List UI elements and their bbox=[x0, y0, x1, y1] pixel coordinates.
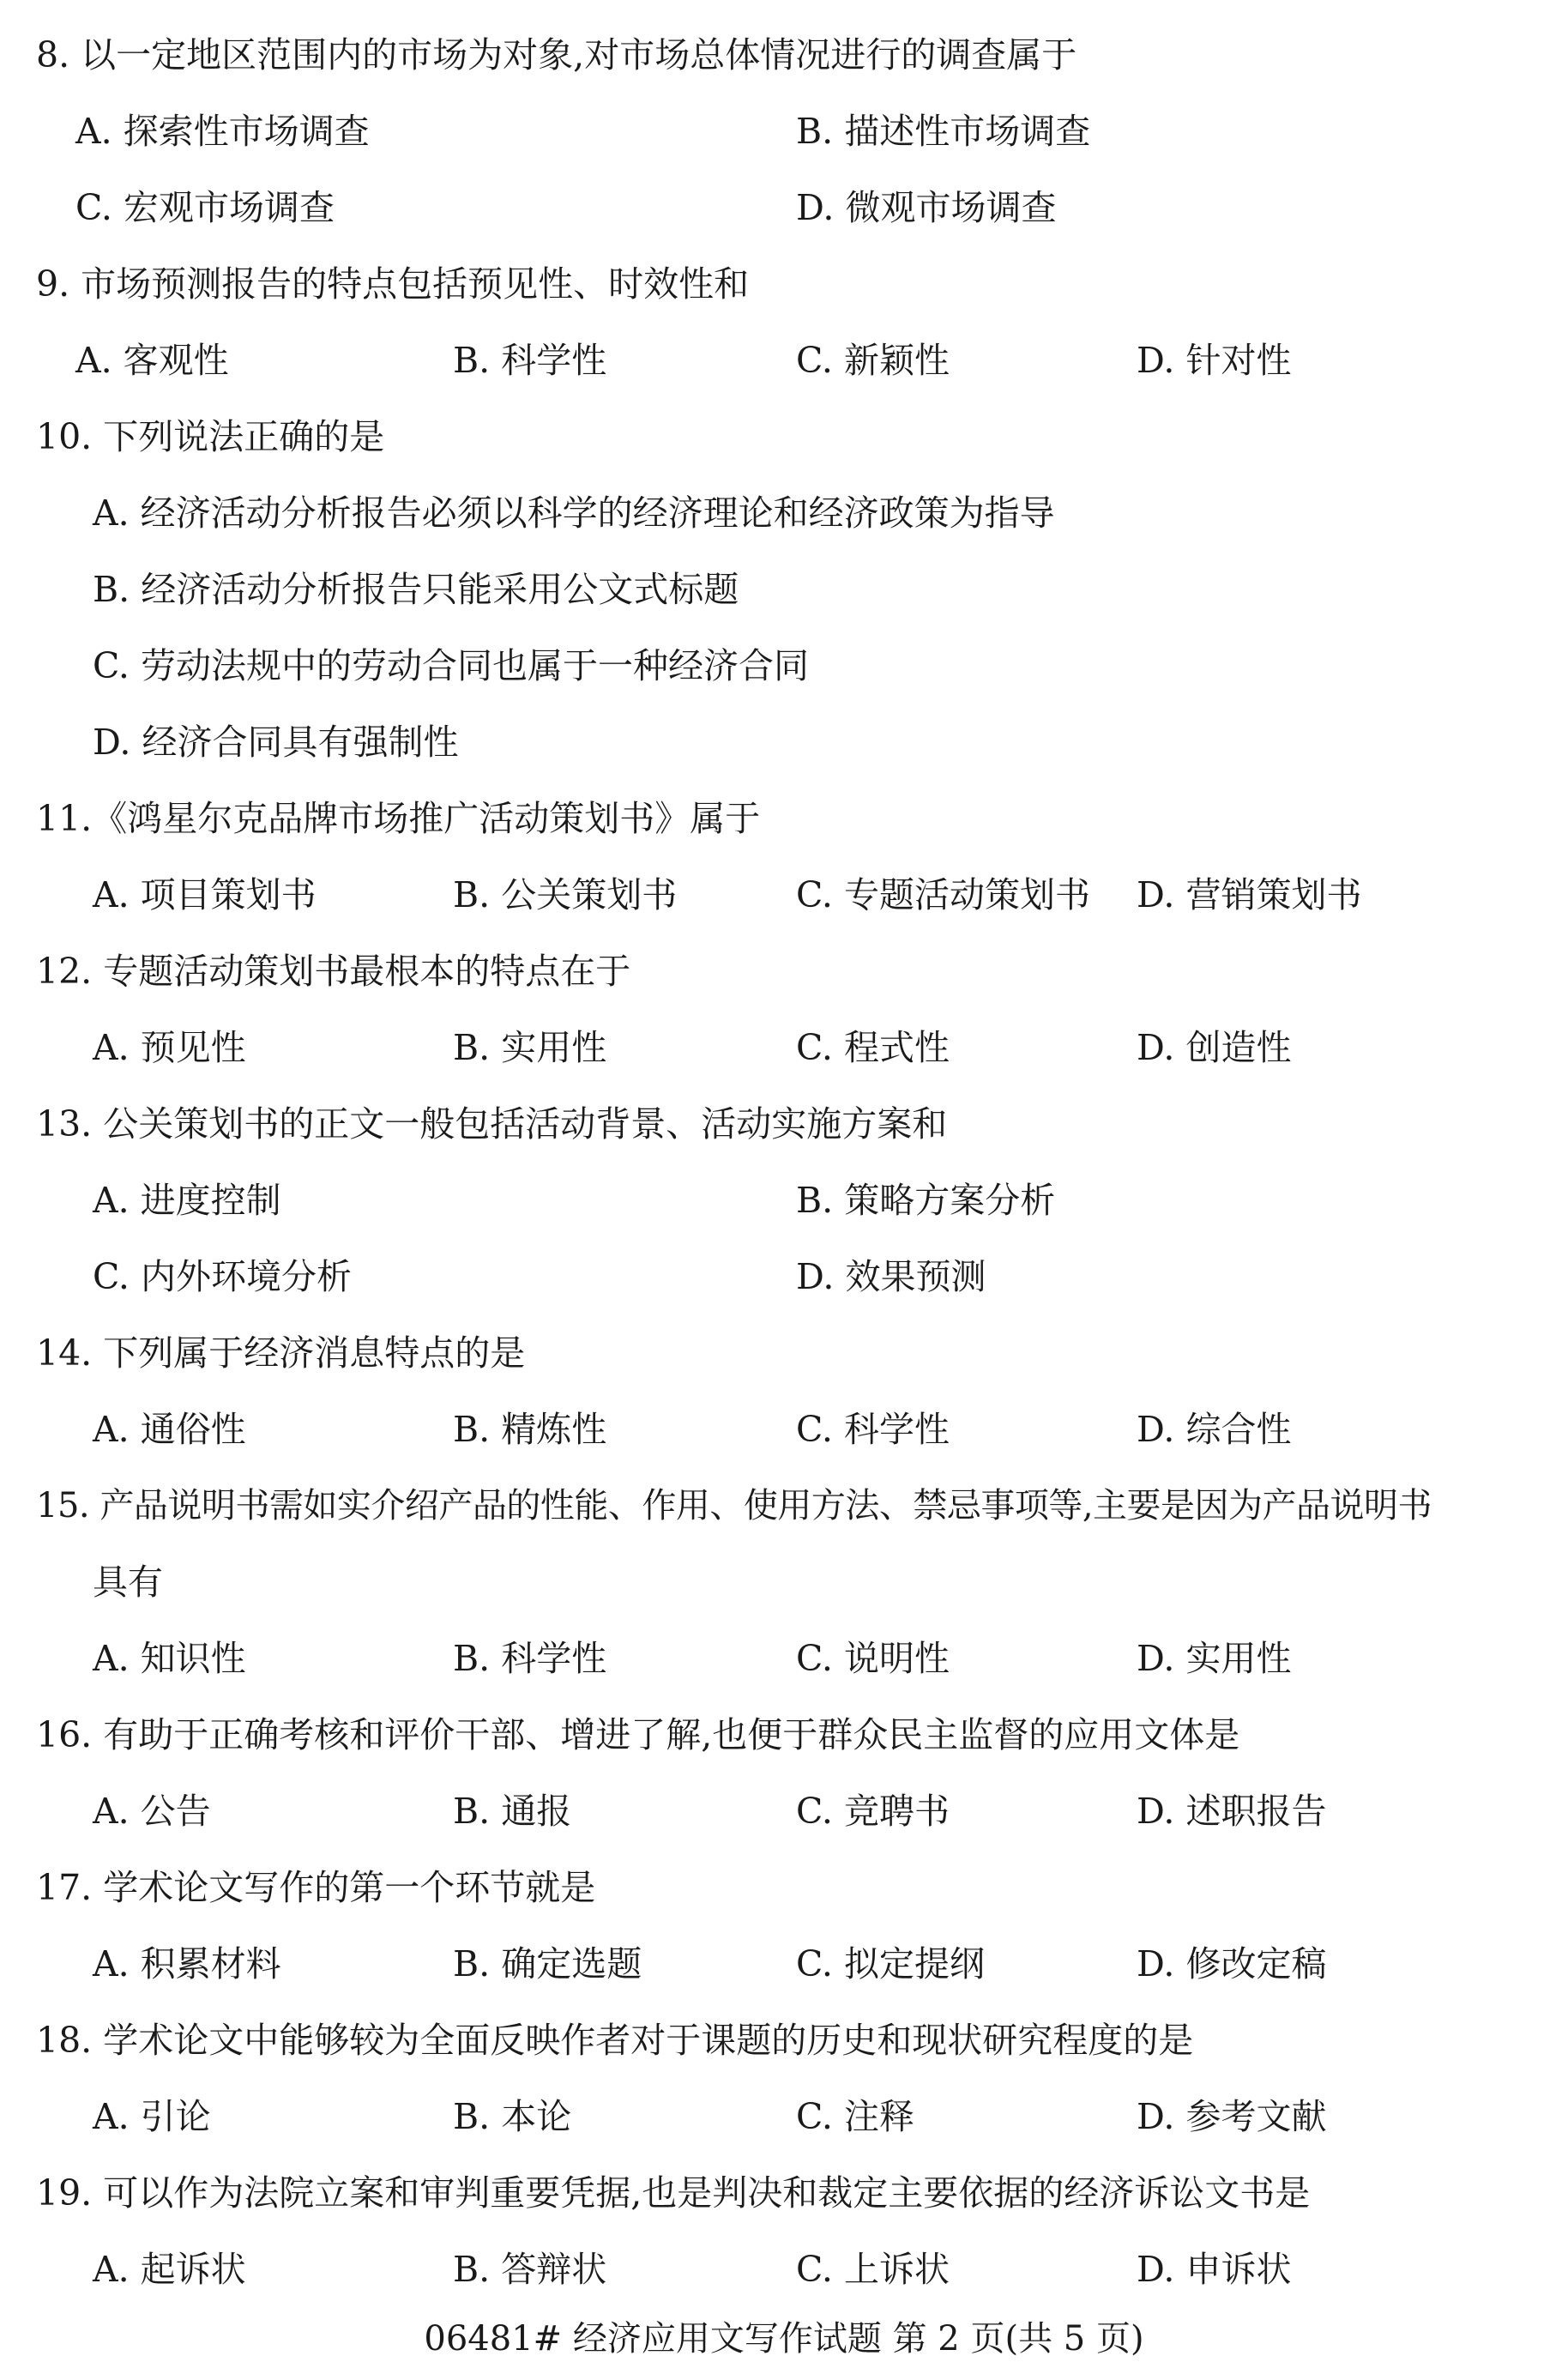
question-11-stem: 11.《鸿星尔克品牌市场推广活动策划书》属于 bbox=[36, 798, 761, 839]
q11-option-d: D. 营销策划书 bbox=[1137, 874, 1362, 915]
q18-option-c: C. 注释 bbox=[796, 2096, 914, 2137]
q10-option-d: D. 经济合同具有强制性 bbox=[93, 722, 459, 763]
q8-option-d: D. 微观市场调查 bbox=[796, 187, 1057, 228]
question-8-stem: 8. 以一定地区范围内的市场为对象,对市场总体情况进行的调查属于 bbox=[36, 34, 1077, 76]
q17-option-c: C. 拟定提纲 bbox=[796, 1943, 985, 1984]
q9-option-c: C. 新颖性 bbox=[796, 340, 950, 381]
q8-option-a: A. 探索性市场调查 bbox=[75, 111, 370, 152]
q15-option-d: D. 实用性 bbox=[1137, 1638, 1292, 1679]
q9-option-a: A. 客观性 bbox=[75, 340, 229, 381]
q19-option-a: A. 起诉状 bbox=[93, 2249, 246, 2290]
question-18-stem: 18. 学术论文中能够较为全面反映作者对于课题的历史和现状研究程度的是 bbox=[36, 2020, 1194, 2061]
q11-option-c: C. 专题活动策划书 bbox=[796, 874, 1090, 915]
q12-option-a: A. 预见性 bbox=[93, 1027, 246, 1068]
q14-option-b: B. 精炼性 bbox=[453, 1409, 607, 1450]
q15-option-c: C. 说明性 bbox=[796, 1638, 950, 1679]
q16-option-d: D. 述职报告 bbox=[1137, 1791, 1327, 1832]
q14-option-c: C. 科学性 bbox=[796, 1409, 950, 1450]
question-10-stem: 10. 下列说法正确的是 bbox=[36, 416, 385, 457]
q10-option-c: C. 劳动法规中的劳动合同也属于一种经济合同 bbox=[93, 645, 809, 686]
q13-option-d: D. 效果预测 bbox=[796, 1256, 986, 1297]
q19-option-b: B. 答辩状 bbox=[453, 2249, 607, 2290]
q12-option-c: C. 程式性 bbox=[796, 1027, 950, 1068]
q11-option-a: A. 项目策划书 bbox=[93, 874, 317, 915]
question-13-stem: 13. 公关策划书的正文一般包括活动背景、活动实施方案和 bbox=[36, 1103, 948, 1145]
q19-option-c: C. 上诉状 bbox=[796, 2249, 950, 2290]
q14-option-a: A. 通俗性 bbox=[93, 1409, 246, 1450]
q8-option-b: B. 描述性市场调查 bbox=[796, 111, 1091, 152]
q12-option-b: B. 实用性 bbox=[453, 1027, 607, 1068]
q16-option-a: A. 公告 bbox=[93, 1791, 211, 1832]
q16-option-c: C. 竞聘书 bbox=[796, 1791, 950, 1832]
q16-option-b: B. 通报 bbox=[453, 1791, 572, 1832]
q10-option-b: B. 经济活动分析报告只能采用公文式标题 bbox=[93, 569, 739, 610]
q10-option-a: A. 经济活动分析报告必须以科学的经济理论和经济政策为指导 bbox=[93, 492, 1055, 534]
question-16-stem: 16. 有助于正确考核和评价干部、增进了解,也便于群众民主监督的应用文体是 bbox=[36, 1714, 1240, 1755]
q11-option-b: B. 公关策划书 bbox=[453, 874, 678, 915]
question-17-stem: 17. 学术论文写作的第一个环节就是 bbox=[36, 1867, 596, 1908]
q9-option-b: B. 科学性 bbox=[453, 340, 607, 381]
question-14-stem: 14. 下列属于经济消息特点的是 bbox=[36, 1332, 526, 1374]
q17-option-a: A. 积累材料 bbox=[93, 1943, 281, 1984]
question-15-stem-continued: 具有 bbox=[93, 1562, 163, 1603]
q14-option-d: D. 综合性 bbox=[1137, 1409, 1292, 1450]
q12-option-d: D. 创造性 bbox=[1137, 1027, 1292, 1068]
question-19-stem: 19. 可以作为法院立案和审判重要凭据,也是判决和裁定主要依据的经济诉讼文书是 bbox=[36, 2172, 1311, 2214]
q17-option-d: D. 修改定稿 bbox=[1137, 1943, 1327, 1984]
q15-option-b: B. 科学性 bbox=[453, 1638, 607, 1679]
question-9-stem: 9. 市场预测报告的特点包括预见性、时效性和 bbox=[36, 263, 750, 305]
q8-option-c: C. 宏观市场调查 bbox=[75, 187, 335, 228]
question-12-stem: 12. 专题活动策划书最根本的特点在于 bbox=[36, 951, 631, 992]
q15-option-a: A. 知识性 bbox=[93, 1638, 246, 1679]
q13-option-a: A. 进度控制 bbox=[93, 1180, 281, 1221]
q18-option-d: D. 参考文献 bbox=[1137, 2096, 1327, 2137]
question-15-stem: 15. 产品说明书需如实介绍产品的性能、作用、使用方法、禁忌事项等,主要是因为产品说明书 bbox=[36, 1486, 1432, 1525]
q13-option-b: B. 策略方案分析 bbox=[796, 1180, 1056, 1221]
q18-option-b: B. 本论 bbox=[453, 2096, 572, 2137]
q19-option-d: D. 申诉状 bbox=[1137, 2249, 1292, 2290]
q13-option-c: C. 内外环境分析 bbox=[93, 1256, 352, 1297]
q9-option-d: D. 针对性 bbox=[1137, 340, 1292, 381]
q18-option-a: A. 引论 bbox=[93, 2096, 211, 2137]
q17-option-b: B. 确定选题 bbox=[453, 1943, 642, 1984]
page-footer: 06481# 经济应用文写作试题 第 2 页(共 5 页) bbox=[424, 2319, 1144, 2359]
